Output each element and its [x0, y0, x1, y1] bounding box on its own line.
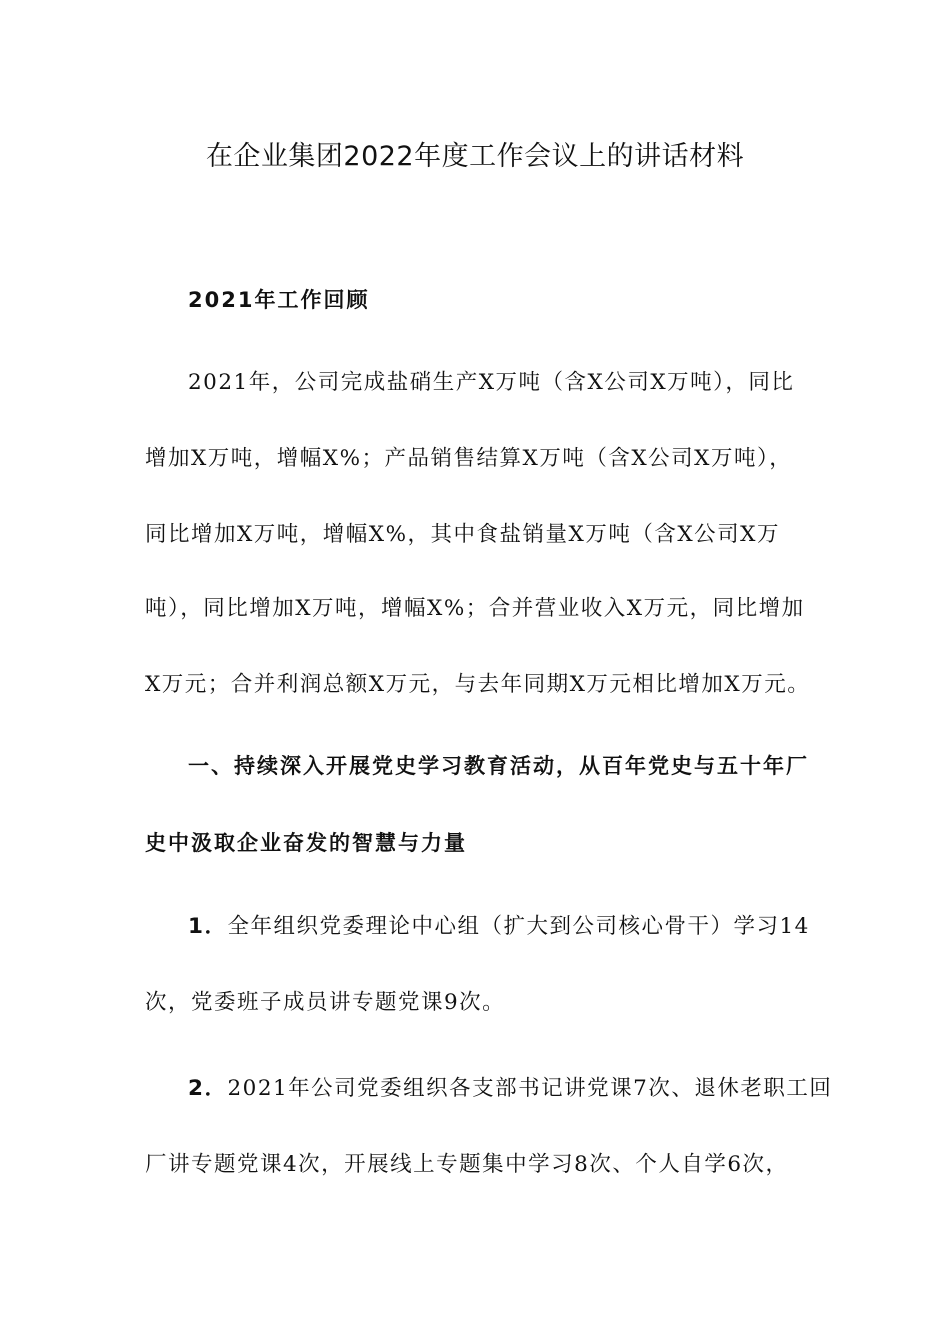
- item-1-line-2: 次，党委班子成员讲专题党课9次。: [145, 990, 506, 1015]
- review-paragraph-line-2: 增加X万吨，增幅X%；产品销售结算X万吨（含X公司X万吨），: [145, 446, 793, 471]
- item-2-line-2: 厂讲专题党课4次，开展线上专题集中学习8次、个人自学6次，: [145, 1152, 789, 1177]
- section-one-heading-line-1: 一、持续深入开展党史学习教育活动，从百年党史与五十年厂: [188, 754, 809, 778]
- item-1-text: 全年组织党委理论中心组（扩大到公司核心骨干）学习14: [227, 914, 810, 939]
- item-1-number: 1．: [188, 914, 228, 939]
- review-paragraph-line-1: 2021年，公司完成盐硝生产X万吨（含X公司X万吨），同比: [188, 370, 795, 395]
- document-title: 在企业集团2022年度工作会议上的讲话材料: [205, 141, 745, 172]
- review-paragraph-line-4: 吨），同比增加X万吨，增幅X%；合并营业收入X万元，同比增加: [145, 596, 805, 621]
- item-2-text: 2021年公司党委组织各支部书记讲党课7次、退休老职工回: [227, 1076, 833, 1101]
- section-review-heading: 2021年工作回顾: [188, 288, 370, 312]
- review-paragraph-line-3: 同比增加X万吨，增幅X%，其中食盐销量X万吨（含X公司X万: [145, 522, 780, 547]
- item-1-line-1: [188, 912, 810, 942]
- section-one-heading-line-2: 史中汲取企业奋发的智慧与力量: [145, 831, 467, 855]
- item-2-line-1: [188, 1074, 832, 1104]
- review-paragraph-line-5: X万元；合并利润总额X万元，与去年同期X万元相比增加X万元。: [145, 672, 811, 697]
- item-2-number: 2．: [188, 1076, 228, 1101]
